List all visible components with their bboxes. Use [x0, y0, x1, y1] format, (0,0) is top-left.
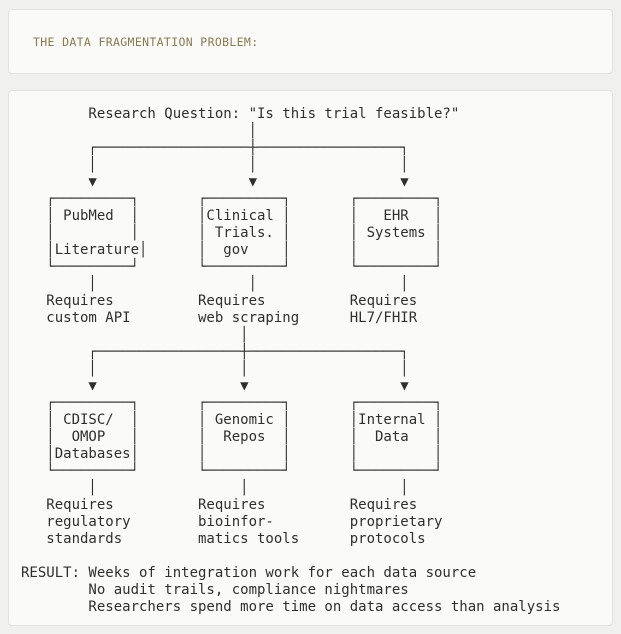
research-question-line: Research Question: "Is this trial feasible?": [21, 106, 460, 122]
level1-requires-row: Requires Requires Requires: [21, 293, 418, 309]
spacer-line: [21, 548, 612, 565]
level2-box-row-omop-repos-data: │ OMOP │ │ Repos │ │ Data │: [21, 429, 443, 445]
level1-box-bottoms: └─────────┘ └─────────┘ └─────────┘: [21, 259, 443, 275]
level2-requires-detail-row-1: regulatory bioinfor- proprietary: [21, 514, 443, 530]
level1-ticks: │ │ │: [21, 276, 409, 292]
level2-requires-detail-row-2: standards matics tools protocols: [21, 531, 426, 547]
level1-box-row-literature-gov: │Literature│ │ gov │ │ │: [21, 242, 443, 258]
level2-stem-connector: │: [21, 327, 249, 343]
ascii-flow-diagram: [21, 106, 612, 616]
level2-requires-row: Requires Requires Requires: [21, 497, 418, 513]
level2-box-row-cdisc-genomic-internal: │ CDISC/ │ │ Genomic │ │Internal │: [21, 412, 443, 428]
level2-box-row-databases: │Databases│ │ │ │ │: [21, 446, 443, 462]
level2-branch-drops: │ │ │: [21, 361, 409, 377]
level1-arrowheads: ▼ ▼ ▼: [21, 174, 409, 190]
level1-box-row-trials-systems: │ │ │ Trials. │ │ Systems │: [21, 225, 443, 241]
level2-ticks: │ │ │: [21, 480, 409, 496]
level2-box-tops: ┌─────────┐ ┌─────────┐ ┌─────────┐: [21, 395, 443, 411]
question-stem-connector: │: [21, 123, 258, 139]
result-line-3: Researchers spend more time on data access than analysis: [21, 599, 561, 615]
result-line-2: No audit trails, compliance nightmares: [21, 582, 409, 598]
result-line-1: RESULT: Weeks of integration work for each data source: [21, 565, 477, 581]
level1-branch-drops: │ │ │: [21, 157, 409, 173]
level1-requires-detail-row: custom API web scraping HL7/FHIR: [21, 310, 418, 326]
diagram-card: [8, 90, 613, 626]
level1-branch-bar: ┌──────────────────┼─────────────────┐: [21, 140, 409, 156]
level2-branch-bar: ┌─────────────────┼──────────────────┐: [21, 344, 409, 360]
level1-box-tops: ┌─────────┐ ┌─────────┐ ┌─────────┐: [21, 191, 443, 207]
problem-header-card: [8, 9, 613, 74]
problem-header-title: THE DATA FRAGMENTATION PROBLEM:: [33, 34, 259, 49]
level2-box-bottoms: └─────────┘ └─────────┘ └─────────┘: [21, 463, 443, 479]
level1-box-row-pubmed-clinical-ehr: │ PubMed │ │Clinical │ │ EHR │: [21, 208, 443, 224]
level2-arrowheads: ▼ ▼ ▼: [21, 378, 409, 394]
